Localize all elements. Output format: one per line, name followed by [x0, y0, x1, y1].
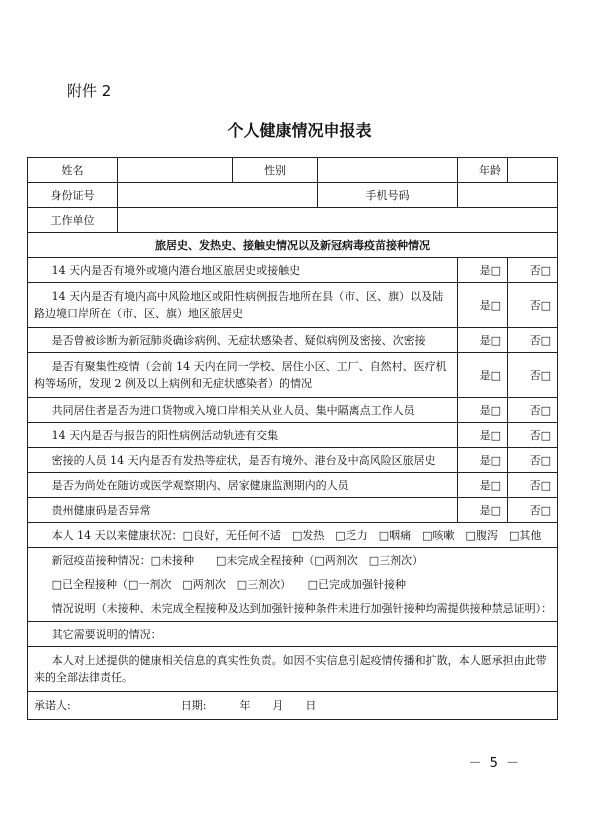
name-label: 姓名	[28, 158, 118, 183]
vaccination-line-2[interactable]: □已全程接种（□一剂次 □两剂次 □三剂次） □已完成加强针接种	[51, 577, 407, 591]
attachment-label: 附件 2	[67, 82, 112, 100]
question-row	[28, 498, 558, 523]
work-field[interactable]	[118, 208, 558, 233]
health-declaration-form	[27, 157, 558, 720]
name-field[interactable]	[118, 158, 233, 183]
question-text: 是否为尚处在随访或医学观察期内、居家健康监测期内的人员	[28, 473, 458, 498]
gender-field[interactable]	[318, 158, 458, 183]
vaccination-note: 情况说明（未接种、未完成全程接种及达到加强针接种条件未进行加强针接种均需提供接种禁忌证明）：	[51, 601, 553, 615]
gender-label: 性别	[233, 158, 318, 183]
question-row	[28, 423, 558, 448]
yes-checkbox[interactable]: 是□	[458, 328, 508, 353]
question-text: 共同居住者是否为进口货物或入境口岸相关从业人员、集中隔离点工作人员	[28, 398, 458, 423]
phone-field[interactable]	[458, 183, 558, 208]
no-checkbox[interactable]: 否□	[508, 398, 558, 423]
no-checkbox[interactable]: 否□	[508, 473, 558, 498]
form-title: 个人健康情况申报表	[227, 121, 372, 140]
no-checkbox[interactable]: 否□	[508, 498, 558, 523]
question-text: 贵州健康码是否异常	[28, 498, 458, 523]
page-number: － 5 －	[468, 756, 521, 771]
yes-checkbox[interactable]: 是□	[458, 258, 508, 283]
work-label: 工作单位	[28, 208, 118, 233]
health-status-options[interactable]: 本人 14 天以来健康状况：□良好，无任何不适 □发热 □乏力 □咽痛 □咳嗽 □腹泻 □其他	[28, 523, 558, 548]
question-row	[28, 353, 558, 398]
question-text: 14 天内是否有境内高中风险地区或阳性病例报告地所在县（市、区、旗）以及陆路边境口岸所在（市、区、旗）地区旅居史	[28, 283, 458, 328]
question-text: 14 天内是否有境外或境内港台地区旅居史或接触史	[28, 258, 458, 283]
question-row	[28, 448, 558, 473]
question-text: 14 天内是否与报告的阳性病例活动轨迹有交集	[28, 423, 458, 448]
no-checkbox[interactable]: 否□	[508, 328, 558, 353]
pledge-text: 本人对上述提供的健康相关信息的真实性负责。如因不实信息引起疫情传播和扩散，本人愿承担由此带来的全部法律责任。	[28, 647, 558, 692]
question-row	[28, 258, 558, 283]
id-field[interactable]	[118, 183, 318, 208]
no-checkbox[interactable]: 否□	[508, 423, 558, 448]
question-row	[28, 283, 558, 328]
other-notes[interactable]: 其它需要说明的情况：	[28, 622, 558, 647]
yes-checkbox[interactable]: 是□	[458, 498, 508, 523]
question-row	[28, 328, 558, 353]
id-label: 身份证号	[28, 183, 118, 208]
yes-checkbox[interactable]: 是□	[458, 353, 508, 398]
age-label: 年龄	[458, 158, 508, 183]
no-checkbox[interactable]: 否□	[508, 283, 558, 328]
question-text: 是否有聚集性疫情（会前 14 天内在同一学校、居住小区、工厂、自然村、医疗机构等场所，发现 2 例及以上病例和无症状感染者）的情况	[28, 353, 458, 398]
question-text: 密接的人员 14 天内是否有发热等症状，是否有境外、港台及中高风险区旅居史	[28, 448, 458, 473]
yes-checkbox[interactable]: 是□	[458, 448, 508, 473]
question-row	[28, 473, 558, 498]
no-checkbox[interactable]: 否□	[508, 448, 558, 473]
yes-checkbox[interactable]: 是□	[458, 423, 508, 448]
phone-label: 手机号码	[318, 183, 458, 208]
section-title: 旅居史、发热史、接触史情况以及新冠病毒疫苗接种情况	[28, 233, 558, 258]
signature-line[interactable]: 承诺人: 日期: 年 月 日	[28, 692, 558, 720]
no-checkbox[interactable]: 否□	[508, 353, 558, 398]
no-checkbox[interactable]: 否□	[508, 258, 558, 283]
yes-checkbox[interactable]: 是□	[458, 398, 508, 423]
age-field[interactable]	[508, 158, 558, 183]
yes-checkbox[interactable]: 是□	[458, 283, 508, 328]
yes-checkbox[interactable]: 是□	[458, 473, 508, 498]
vaccination-section[interactable]	[28, 548, 558, 622]
question-row	[28, 398, 558, 423]
question-text: 是否曾被诊断为新冠肺炎确诊病例、无症状感染者、疑似病例及密接、次密接	[28, 328, 458, 353]
vaccination-line-1[interactable]: 新冠疫苗接种情况：□未接种 □未完成全程接种（□两剂次 □三剂次）	[51, 553, 424, 567]
